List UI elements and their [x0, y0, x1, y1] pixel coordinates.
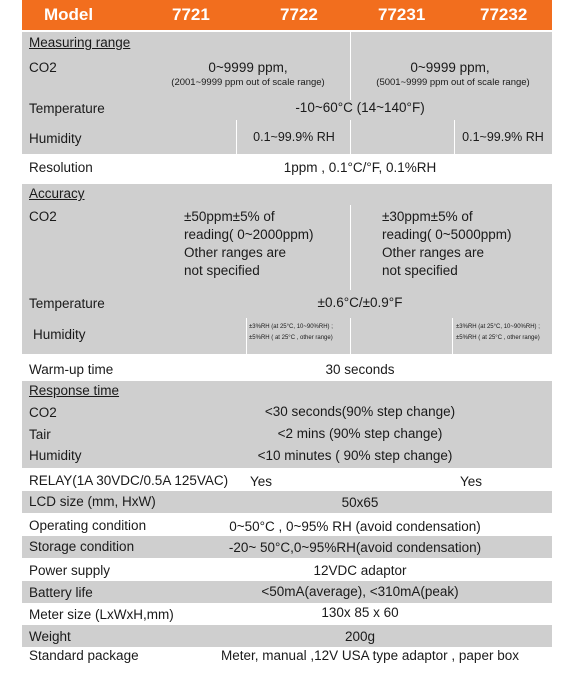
lcd-value: 50x65 [341, 495, 379, 510]
package-label: Standard package [29, 648, 139, 663]
weight-value: 200g [344, 629, 376, 644]
power-value: 12VDC adaptor [313, 563, 407, 578]
mr-co2-a-note: (2001~9999 ppm out of scale range) [171, 77, 325, 88]
header-77231: 77231 [378, 5, 426, 24]
divider [246, 318, 247, 354]
acc-co2-a-line4: not specified [184, 263, 260, 278]
mr-co2-b-note: (5001~9999 ppm out of scale range) [376, 77, 530, 88]
relay-label: RELAY(1A 30VDC/0.5A 125VAC) [29, 473, 229, 488]
header-77232: 77232 [480, 5, 528, 24]
lcd-label: LCD size (mm, HxW) [29, 494, 156, 509]
mr-temp-label: Temperature [29, 101, 105, 116]
header-7722: 7722 [280, 5, 318, 24]
power-label: Power supply [29, 563, 111, 578]
operating-label: Operating condition [29, 518, 147, 533]
acc-co2-b-line4: not specified [382, 263, 458, 278]
header-model: Model [44, 5, 94, 24]
mr-temp-value: -10~60°C (14~140°F) [295, 100, 425, 115]
relay-value-a: Yes [250, 474, 273, 489]
acc-co2-b-line2: reading( 0~5000ppm) [382, 227, 512, 242]
accuracy-title: Accuracy [29, 186, 85, 201]
resp-tair-label: Tair [29, 427, 51, 442]
mr-co2-label: CO2 [29, 60, 57, 75]
resp-humidity-label: Humidity [29, 448, 82, 463]
acc-co2-b-line1: ±30ppm±5% of [382, 209, 473, 224]
battery-label: Battery life [29, 585, 93, 600]
acc-humidity-b-line1: ±3%RH (at 25°C, 10~90%RH) ; [456, 324, 540, 330]
resolution-label: Resolution [29, 160, 93, 175]
acc-humidity-b-line2: ±5%RH ( at 25°C , other range) [456, 335, 540, 341]
weight-row [22, 625, 552, 647]
divider [350, 205, 351, 290]
operating-value: 0~50°C , 0~95% RH (avoid condensation) [229, 519, 481, 534]
acc-humidity-label: Humidity [33, 327, 86, 342]
mr-co2-b: 0~9999 ppm, [410, 60, 490, 75]
table-header [22, 0, 552, 30]
meter-size-value: 130x 85 x 60 [321, 605, 399, 620]
header-7721: 7721 [172, 5, 210, 24]
battery-value: <50mA(average), <310mA(peak) [261, 584, 459, 599]
measuring-range-title: Measuring range [29, 35, 131, 50]
warmup-label: Warm-up time [29, 362, 114, 377]
divider [350, 32, 351, 100]
meter-size-label: Meter size (LxWxH,mm) [29, 607, 174, 622]
acc-temp-value: ±0.6°C/±0.9°F [317, 295, 403, 310]
mr-humidity-a: 0.1~99.9% RH [253, 130, 335, 144]
mr-humidity-b: 0.1~99.9% RH [462, 130, 544, 144]
relay-value-b: Yes [460, 474, 483, 489]
acc-co2-label: CO2 [29, 209, 57, 224]
divider [452, 318, 453, 354]
mr-co2-a: 0~9999 ppm, [208, 60, 288, 75]
response-title: Response time [29, 383, 120, 398]
resolution-value: 1ppm , 0.1°C/°F, 0.1%RH [283, 160, 437, 175]
package-value: Meter, manual ,12V USA type adaptor , paper box [221, 648, 519, 663]
storage-value: -20~ 50°C,0~95%RH(avoid condensation) [228, 540, 482, 555]
acc-humidity-a-line2: ±5%RH ( at 25°C , other range) [249, 335, 333, 341]
acc-co2-a-line2: reading( 0~2000ppm) [184, 227, 314, 242]
acc-humidity-a-line1: ±3%RH (at 25°C, 10~90%RH) ; [249, 324, 333, 330]
divider [350, 120, 351, 154]
resp-tair-value: <2 mins (90% step change) [277, 426, 443, 441]
resp-co2-value: <30 seconds(90% step change) [264, 404, 456, 419]
resp-co2-label: CO2 [29, 405, 57, 420]
storage-label: Storage condition [29, 539, 135, 554]
acc-co2-b-line3: Other ranges are [382, 245, 485, 260]
divider [236, 120, 237, 154]
warmup-value: 30 seconds [325, 362, 395, 377]
acc-co2-a-line1: ±50ppm±5% of [184, 209, 275, 224]
resp-humidity-value: <10 minutes ( 90% step change) [257, 448, 453, 463]
acc-co2-a-line3: Other ranges are [184, 245, 287, 260]
weight-label: Weight [29, 629, 71, 644]
mr-humidity-label: Humidity [29, 131, 82, 146]
divider [350, 318, 351, 354]
acc-temp-label: Temperature [29, 296, 105, 311]
